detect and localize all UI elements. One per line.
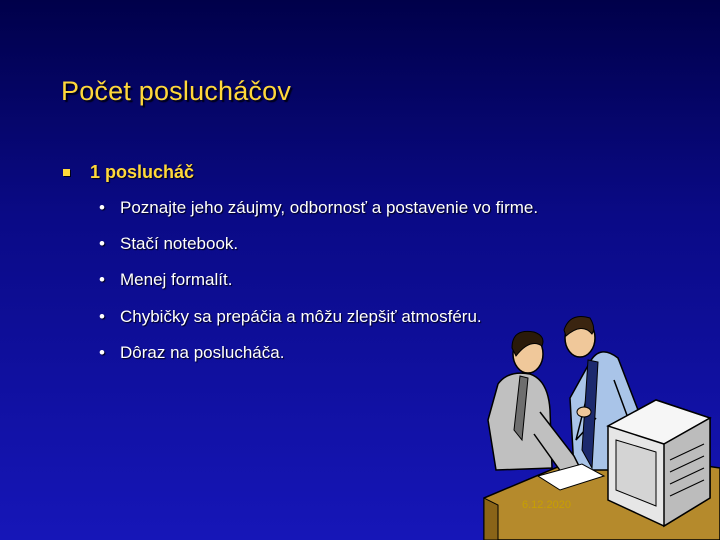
round-bullet-icon: • (99, 234, 105, 253)
round-bullet-icon: • (99, 198, 105, 217)
level1-bullet (60, 162, 194, 183)
footer-date: 6.12.2020 (522, 499, 571, 511)
bullet-text: Poznajte jeho záujmy, odbornosť a postavenie vo firme. (120, 198, 539, 217)
office-clipart (478, 300, 720, 540)
bullet-text: Chybičky sa prepáčia a môžu zlepšiť atmosféru. (120, 307, 482, 326)
list-item (99, 343, 284, 363)
round-bullet-icon: • (99, 343, 105, 362)
bullet-text: Stačí notebook. (120, 234, 239, 253)
square-bullet-icon (63, 169, 70, 176)
round-bullet-icon: • (99, 270, 105, 289)
list-item (99, 234, 238, 254)
slide-title: Počet poslucháčov (61, 76, 292, 106)
list-item (99, 307, 482, 327)
bullet-text: Dôraz na poslucháča. (120, 343, 285, 362)
list-item (99, 270, 232, 290)
bullet-text: Menej formalít. (120, 270, 233, 289)
list-item (99, 198, 538, 218)
level1-label: 1 poslucháč (90, 162, 195, 182)
round-bullet-icon: • (99, 307, 105, 326)
